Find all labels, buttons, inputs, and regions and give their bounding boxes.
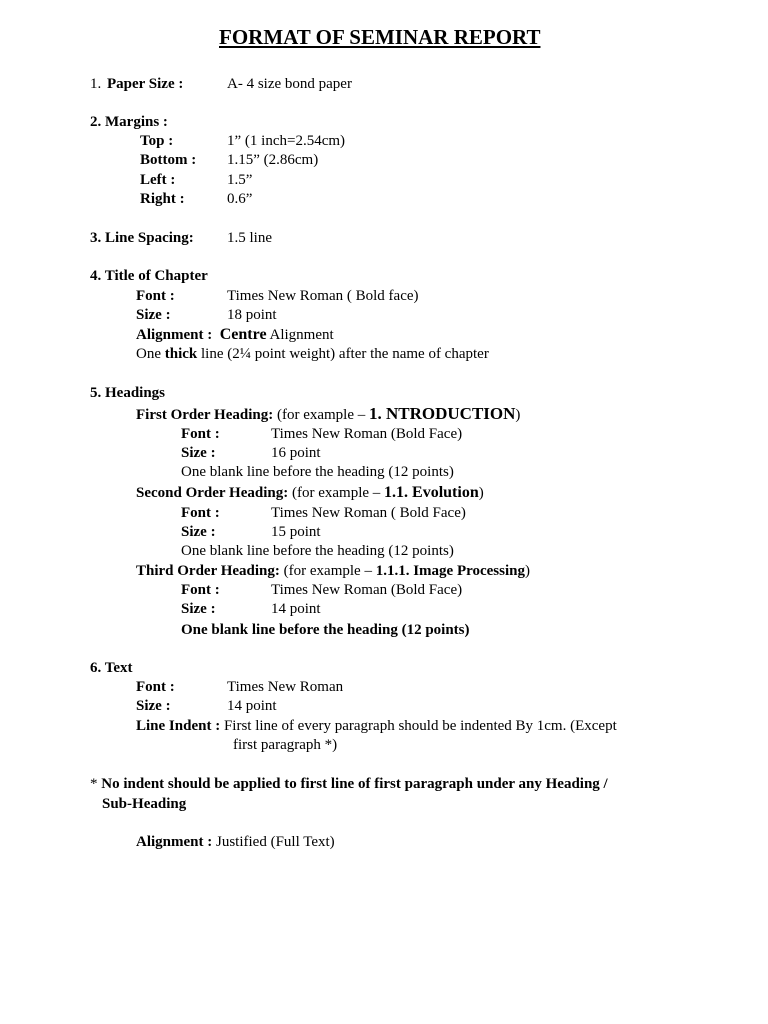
first-order-example: 1. NTRODUCTION	[369, 404, 516, 423]
chapter-alignment-line	[136, 326, 334, 344]
footnote-text-line2: Sub-Heading	[102, 796, 187, 812]
first-order-example-post: )	[515, 407, 521, 423]
third-order-note: One blank line before the heading (12 points)	[181, 622, 470, 638]
first-order-example-pre: (for example –	[276, 407, 366, 423]
footnote-text-line1: No indent should be applied to first line of first paragraph under any Heading /	[101, 776, 608, 792]
margin-left-value: 1.5”	[227, 172, 253, 188]
second-order-note: One blank line before the heading (12 points)	[181, 543, 454, 559]
chapter-note-pre: One	[136, 346, 161, 362]
chapter-alignment-label: Alignment :	[136, 327, 213, 343]
first-order-label: First Order Heading:	[136, 407, 274, 423]
second-order-line	[136, 483, 484, 503]
third-order-size-label: Size :	[181, 601, 216, 617]
second-order-size-label: Size :	[181, 524, 216, 540]
first-order-font-value: Times New Roman (Bold Face)	[271, 426, 463, 442]
third-order-example-post: )	[525, 563, 530, 579]
alignment-line	[136, 833, 335, 851]
margin-bottom-value: 1.15” (2.86cm)	[227, 152, 319, 168]
margin-left-label: Left :	[140, 172, 176, 188]
chapter-font-label: Font :	[136, 288, 175, 304]
chapter-title-heading: 4. Title of Chapter	[90, 268, 208, 284]
paper-size-number: 1.	[90, 76, 102, 92]
text-heading: 6. Text	[90, 660, 133, 676]
page-title: FORMAT OF SEMINAR REPORT	[219, 25, 541, 49]
chapter-size-label: Size :	[136, 307, 171, 323]
line-spacing-label: 3. Line Spacing:	[90, 230, 194, 246]
chapter-alignment-emph: Centre	[219, 326, 267, 343]
text-indent-label: Line Indent :	[136, 718, 221, 734]
second-order-example-post: )	[478, 485, 484, 501]
third-order-font-label: Font :	[181, 582, 220, 598]
first-order-note: One blank line before the heading (12 points)	[181, 464, 454, 480]
text-font-value: Times New Roman	[227, 679, 344, 695]
footnote-star: *	[90, 776, 98, 792]
first-order-font-label: Font :	[181, 426, 220, 442]
text-font-label: Font :	[136, 679, 175, 695]
text-indent-line2: first paragraph *)	[233, 737, 338, 753]
third-order-font-value: Times New Roman (Bold Face)	[271, 582, 463, 598]
chapter-note-post: line (2¼ point weight) after the name of chapter	[201, 346, 489, 362]
text-size-label: Size :	[136, 698, 171, 714]
margin-right-label: Right :	[140, 191, 185, 207]
chapter-font-value: Times New Roman ( Bold face)	[227, 288, 419, 304]
paper-size-label: Paper Size :	[107, 76, 184, 92]
first-order-size-label: Size :	[181, 445, 216, 461]
chapter-alignment-value: Alignment	[269, 327, 334, 343]
margin-bottom-label: Bottom :	[140, 152, 197, 168]
margin-top-label: Top :	[140, 133, 174, 149]
text-indent-line1: First line of every paragraph should be indented By 1cm. (Except	[223, 718, 617, 734]
third-order-example: 1.1.1. Image Processing	[375, 563, 525, 579]
third-order-size-value: 14 point	[271, 601, 321, 617]
second-order-example: 1.1. Evolution	[384, 484, 479, 501]
margins-heading: 2. Margins :	[90, 114, 168, 130]
footnote-line	[90, 775, 608, 793]
margin-right-value: 0.6”	[227, 191, 253, 207]
first-order-size-value: 16 point	[271, 445, 321, 461]
alignment-label: Alignment :	[136, 834, 213, 850]
text-size-value: 14 point	[227, 698, 277, 714]
second-order-size-value: 15 point	[271, 524, 321, 540]
chapter-size-value: 18 point	[227, 307, 277, 323]
chapter-note-emph: thick	[164, 346, 198, 362]
chapter-thick-line-note	[136, 345, 489, 363]
first-order-line	[136, 404, 520, 425]
third-order-example-pre: (for example –	[283, 563, 372, 579]
alignment-value: Justified (Full Text)	[216, 834, 335, 850]
second-order-font-value: Times New Roman ( Bold Face)	[271, 505, 466, 521]
line-spacing-value: 1.5 line	[227, 230, 272, 246]
second-order-example-pre: (for example –	[291, 485, 381, 501]
paper-size-value: A- 4 size bond paper	[227, 76, 352, 92]
text-indent-line	[136, 717, 617, 735]
headings-heading: 5. Headings	[90, 385, 166, 401]
third-order-label: Third Order Heading:	[136, 563, 280, 579]
second-order-label: Second Order Heading:	[136, 485, 289, 501]
second-order-font-label: Font :	[181, 505, 220, 521]
third-order-line	[136, 562, 530, 580]
margin-top-value: 1” (1 inch=2.54cm)	[227, 133, 346, 149]
